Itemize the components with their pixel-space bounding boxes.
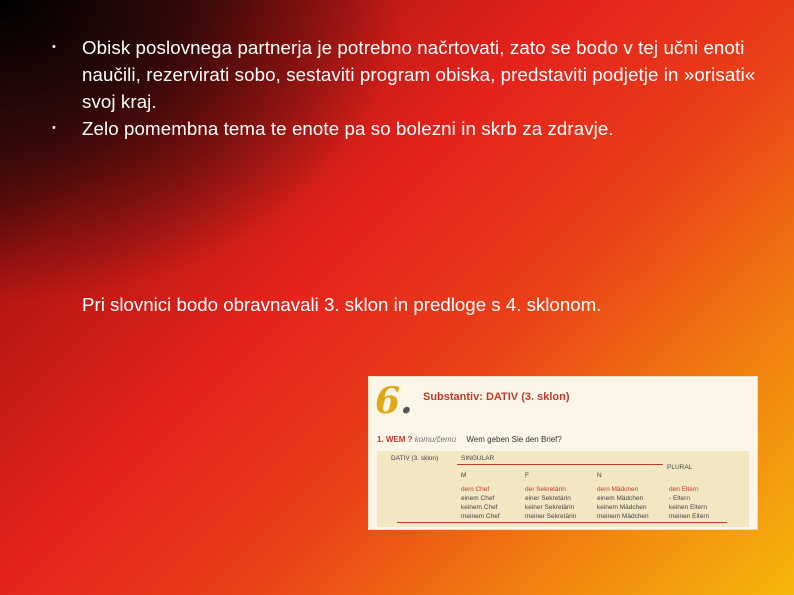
excerpt-heading: Substantiv: DATIV (3. sklon)	[423, 391, 570, 403]
declension-table	[377, 451, 749, 527]
gender-f: F	[525, 472, 529, 479]
bullet-item	[52, 34, 772, 115]
column-masculine: dem Chef einem Chef keinem Chef meinem Chef	[461, 486, 500, 520]
bullet-item	[52, 115, 772, 142]
question-line: 1. WEM ? komu/čemu Wem geben Sie den Brief?	[377, 435, 562, 444]
table-bottom-rule	[397, 522, 727, 523]
lesson-number: 6.	[375, 380, 413, 422]
bullet-list	[52, 34, 772, 142]
bullet-dot-icon: •	[52, 41, 56, 53]
column-feminine: der Sekretärin einer Sekretärin keiner Sekretärin meiner Sekretärin	[525, 486, 577, 520]
plural-label: PLURAL	[667, 464, 693, 471]
column-plural: den Eltern - Eltern keinen Eltern meinen Eltern	[669, 486, 710, 520]
bullet-dot-icon: •	[52, 122, 56, 134]
column-neuter: dem Mädchen einem Mädchen keinem Mädchen meinem Mädchen	[597, 486, 649, 520]
case-label: DATIV (3. sklon)	[391, 455, 439, 462]
singular-rule	[457, 464, 663, 465]
bullet-text: Zelo pomembna tema te enote pa so bolezni in skrb za zdravje.	[82, 118, 614, 139]
gender-m: M	[461, 472, 467, 479]
grammar-paragraph: Pri slovnici bodo obravnavali 3. sklon in predloge s 4. sklonom.	[82, 294, 602, 315]
gender-n: N	[597, 472, 602, 479]
textbook-excerpt-image	[368, 376, 758, 530]
singular-label: SINGULAR	[461, 455, 495, 462]
bullet-text: Obisk poslovnega partnerja je potrebno načrtovati, zato se bodo v tej učni enoti naučili, rezervirati sobo, sestaviti program obiska, predstaviti podjetje in »orisati« svoj kraj.	[82, 37, 756, 112]
